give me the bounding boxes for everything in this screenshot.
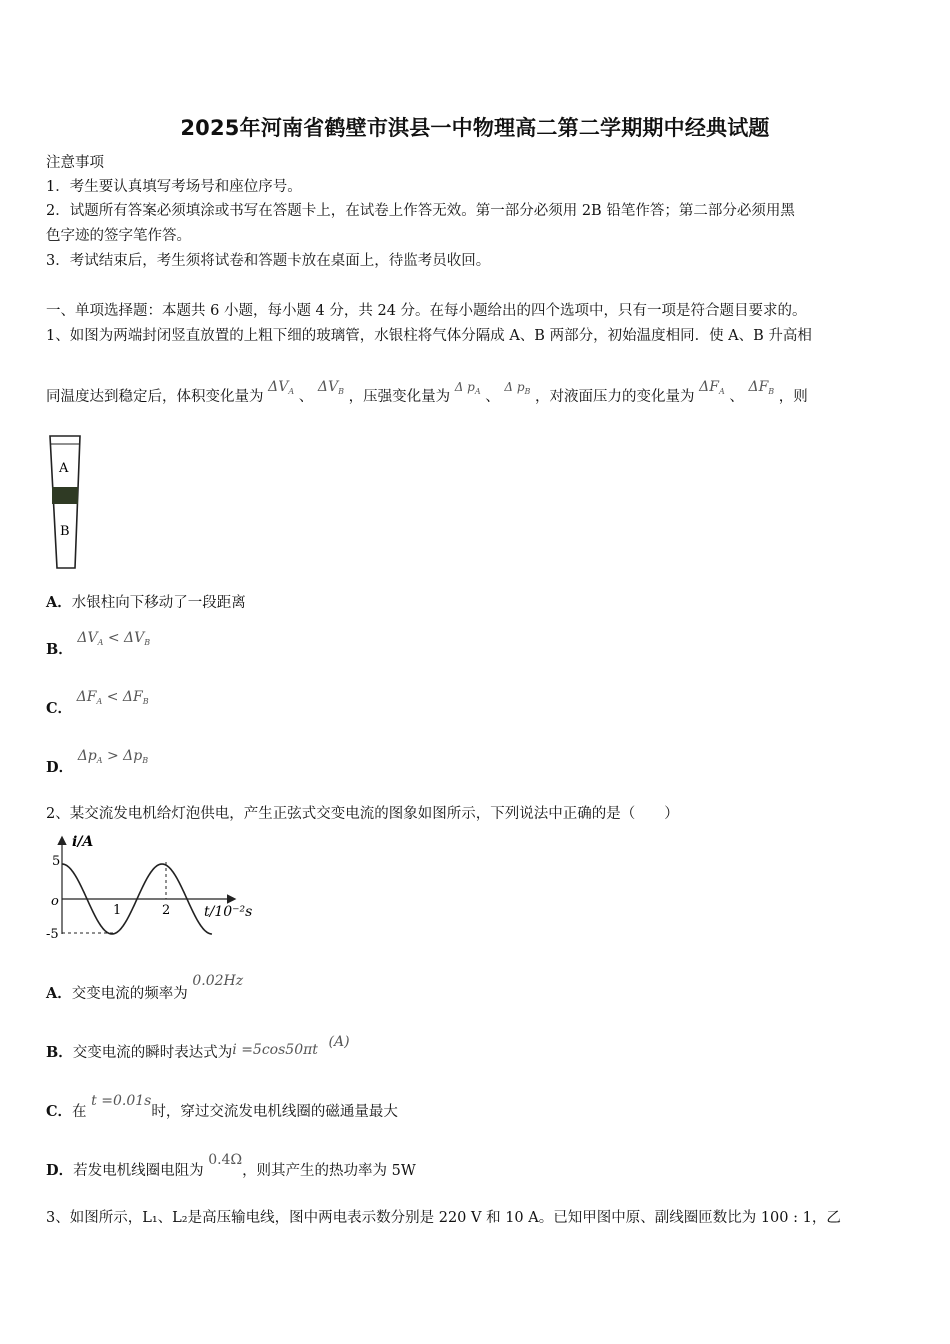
q1-option-d[interactable]: D． $\Delta p_A > \Delta p_B$ xyxy=(46,748,149,776)
math-dFA: $\Delta F_A$ xyxy=(699,379,725,396)
tube-label-b: B xyxy=(60,524,70,539)
math-dpA: Δ pA xyxy=(454,380,481,396)
math-dVB: $\Delta V_B$ xyxy=(317,379,344,396)
math-dpB: Δ pB xyxy=(504,380,531,396)
math-dVA: $\Delta V_A$ xyxy=(268,379,295,396)
q1-option-a[interactable]: A．水银柱向下移动了一段距离 xyxy=(46,594,246,611)
question-1-stem-line2: 同温度达到稳定后，体积变化量为 $\Delta V_A$ 、 $\Delta V_B$ ，压强变化量为 $^{\Delta p_A}$ 、 $^{\Delta p_B}$ ，对液面压力的变化量为 $\Delta F_A$ 、 $\Delta F_B$ ，则 xyxy=(46,379,808,405)
x-tick-1: 1 xyxy=(113,903,122,918)
q1-option-b[interactable]: B． $\Delta V_A < \Delta V_B$ xyxy=(46,630,151,658)
q2-option-d[interactable]: D．若发电机线圈电阻为 0.4Ω，则其产生的热功率为 5W xyxy=(46,1152,416,1179)
tube-label-a: A xyxy=(59,461,69,476)
notice-item: 色字迹的签字笔作答。 xyxy=(46,228,191,244)
q2-option-c[interactable]: C．在 t =0.01s时，穿过交流发电机线圈的磁通量最大 xyxy=(46,1093,398,1120)
question-3-stem: 3、如图所示，L₁、L₂是高压输电线，图中两电表示数分别是 220 V 和 10 A。已知甲图中原、副线圈匝数比为 100 : 1，乙 xyxy=(46,1210,841,1226)
q1-option-c[interactable]: C． $\Delta F_A < \Delta F_B$ xyxy=(46,689,149,717)
section-heading: 一、单项选择题：本题共 6 小题，每小题 4 分，共 24 分。在每小题给出的四个选项中，只有一项是符合题目要求的。 xyxy=(46,303,807,319)
mercury-column xyxy=(52,487,78,504)
notice-heading: 注意事项 xyxy=(46,155,104,171)
y-axis-label: i/A xyxy=(72,834,94,850)
page-title: 2025年河南省鹤壁市淇县一中物理高二第二学期期中经典试题 xyxy=(180,116,770,140)
notice-item: 2．试题所有答案必须填涂或书写在答题卡上，在试卷上作答无效。第一部分必须用 2B 铅笔作答；第二部分必须用黑 xyxy=(46,203,795,219)
question-2-stem: 2、某交流发电机给灯泡供电，产生正弦式交变电流的图象如图所示，下列说法中正确的是（ ） xyxy=(46,806,679,822)
y-tick-positive: 5 xyxy=(52,854,61,869)
q2-option-b[interactable]: B．交变电流的瞬时表达式为i =5cos50πt (A) xyxy=(46,1034,350,1061)
y-tick-negative: -5 xyxy=(46,927,59,942)
glass-tube-figure xyxy=(46,432,86,572)
x-axis-label: t/10⁻²s xyxy=(204,904,253,920)
current-time-graph xyxy=(44,830,259,945)
notice-item: 3．考试结束后，考生须将试卷和答题卡放在桌面上，待监考员收回。 xyxy=(46,253,491,269)
notice-item: 1．考生要认真填写考场号和座位序号。 xyxy=(46,179,302,195)
origin-label: o xyxy=(51,894,59,909)
math-dFB: $\Delta F_B$ xyxy=(748,379,775,396)
question-1-stem-line1: 1、如图为两端封闭竖直放置的上粗下细的玻璃管，水银柱将气体分隔成 A、B 两部分，初始温度相同．使 A、B 升高相 xyxy=(46,328,812,344)
x-tick-2: 2 xyxy=(162,903,171,918)
q2-option-a[interactable]: A．交变电流的频率为 0.02Hz xyxy=(46,973,244,1002)
